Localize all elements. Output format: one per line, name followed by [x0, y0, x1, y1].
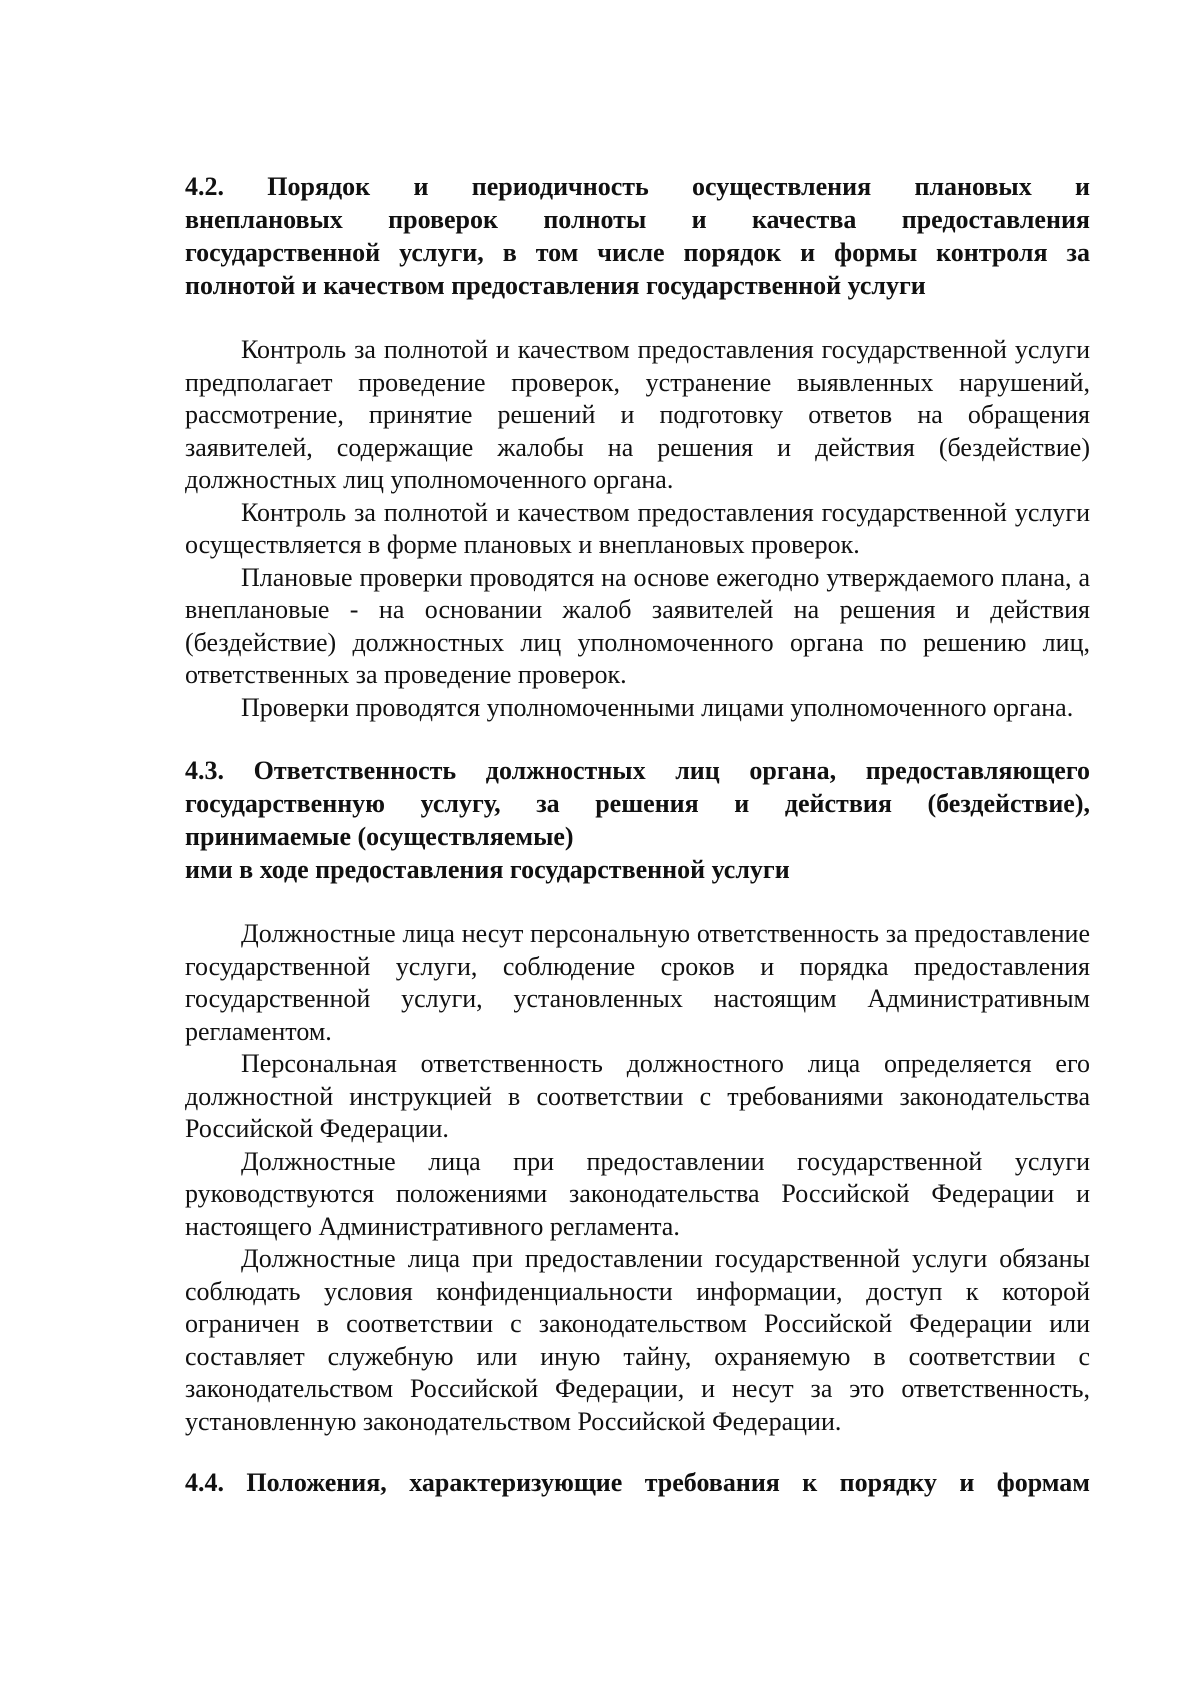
heading-line: 4.3. Ответственность должностных лиц органа, предоставляющего: [185, 756, 1090, 785]
heading-line: государственной услуги, в том числе порядок и формы контроля за: [185, 238, 1090, 267]
paragraph: Должностные лица при предоставлении государственной услуги обязаны соблюдать условия конфиденциальности информации, доступ к которой ограничен в соответствии с законодательством Российской Федерации или составляет служебную или иную тайну, охраняемую в соответствии с законодательством Российской Федерации, и несут за это ответственность, установленную законодательством Российской Федерации.: [185, 1244, 1090, 1436]
heading-line: 4.2. Порядок и периодичность осуществления плановых и: [185, 172, 1090, 201]
paragraph: Персональная ответственность должностного лица определяется его должностной инструкцией в соответствии с требованиями законодательства Российской Федерации.: [185, 1049, 1090, 1143]
heading-line: внеплановых проверок полноты и качества предоставления: [185, 205, 1090, 234]
heading-line: ими в ходе предоставления государственной услуги: [185, 855, 790, 884]
paragraph: Должностные лица несут персональную ответственность за предоставление государственной услуги, соблюдение сроков и порядка предоставления государственной услуги, установленных настоящим Административным регламентом.: [185, 919, 1090, 1046]
heading-line: принимаемые (осуществляемые): [185, 822, 574, 851]
paragraph: Плановые проверки проводятся на основе ежегодно утверждаемого плана, а внеплановые - на основании жалоб заявителей на решения и действия (бездействие) должностных лиц уполномоченного органа по решению лиц, ответственных за проведение проверок.: [185, 562, 1090, 689]
paragraph: Контроль за полнотой и качеством предоставления государственной услуги осуществляется в форме плановых и внеплановых проверок.: [185, 497, 1090, 559]
paragraph: Контроль за полнотой и качеством предоставления государственной услуги предполагает проведение проверок, устранение выявленных нарушений, рассмотрение, принятие решений и подготовку ответов на обращения заявителей, содержащие жалобы на решения и действия (бездействие) должностных лиц уполномоченного органа.: [185, 335, 1090, 494]
heading-line: полнотой и качеством предоставления государственной услуги: [185, 271, 926, 300]
paragraph: Проверки проводятся уполномоченными лицами уполномоченного органа.: [241, 692, 1074, 722]
section-4-3-heading: [185, 754, 1090, 886]
section-4-4-heading: [185, 1466, 1090, 1499]
heading-line: 4.4. Положения, характеризующие требования к порядку и формам: [185, 1468, 1090, 1497]
document-body: [185, 170, 1090, 1499]
section-4-2-heading: [185, 170, 1090, 302]
paragraph: Должностные лица при предоставлении государственной услуги руководствуются положениями законодательства Российской Федерации и настоящего Административного регламента.: [185, 1146, 1090, 1241]
heading-line: государственную услугу, за решения и действия (бездействие),: [185, 789, 1090, 818]
